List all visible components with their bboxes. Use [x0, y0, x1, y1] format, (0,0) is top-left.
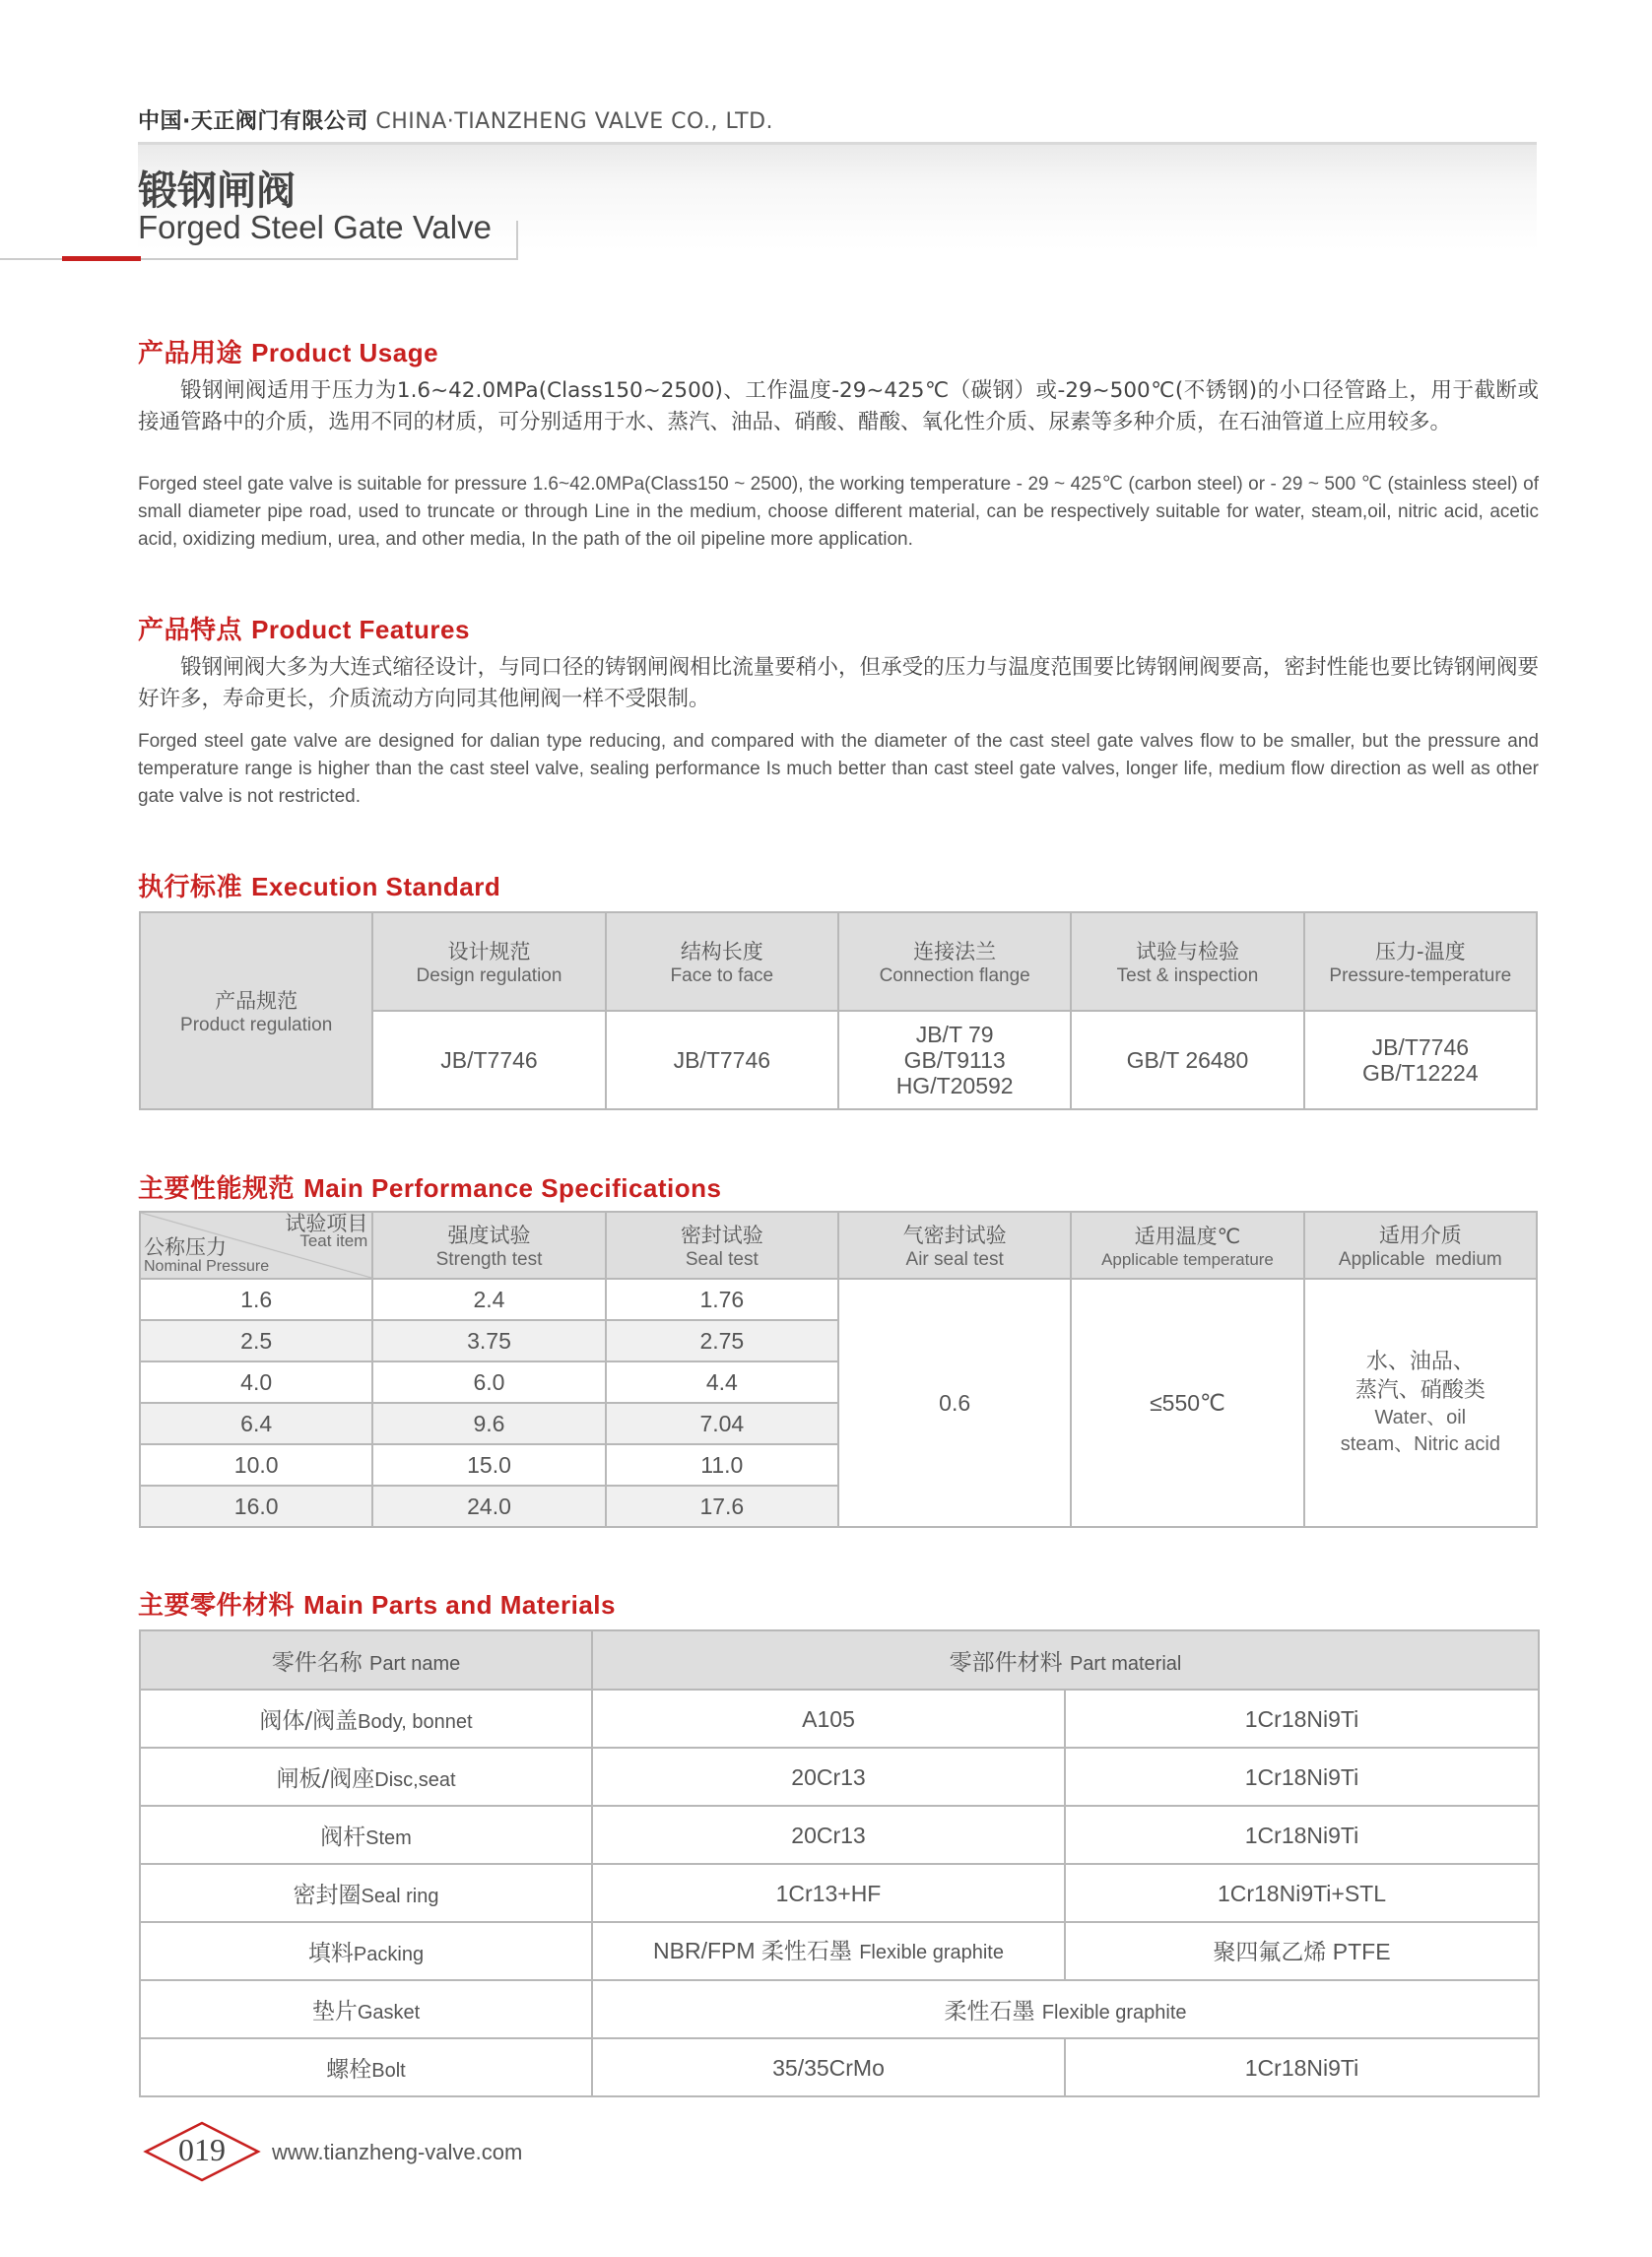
performance-header-cn: 强度试验 — [447, 1224, 531, 1247]
usage-heading-en: Product Usage — [251, 338, 439, 367]
standard-header-pt — [1304, 912, 1537, 1011]
part-name-cn: 闸板/阀座 — [276, 1766, 375, 1792]
footer-url[interactable]: www.tianzheng-valve.com — [272, 2140, 523, 2164]
table-row — [140, 2038, 1539, 2096]
medium-cn-line: 水、油品、 — [1365, 1350, 1475, 1374]
standard-table — [139, 911, 1538, 1110]
nominal-pressure-cell: 16.0 — [140, 1486, 372, 1527]
seal-test-cell: 4.4 — [606, 1361, 838, 1403]
material-cn: 柔性石墨 — [944, 1999, 1035, 2025]
standard-value-line: JB/T 79 — [915, 1022, 994, 1047]
standard-row-label-cn: 产品规范 — [215, 989, 298, 1013]
nominal-pressure-cell: 2.5 — [140, 1320, 372, 1361]
material-cell: 聚四氟乙烯 PTFE — [1065, 1922, 1539, 1980]
performance-header-air-seal — [838, 1212, 1071, 1279]
standard-header-en: Face to face — [670, 965, 774, 986]
performance-heading-en: Main Performance Specifications — [303, 1173, 722, 1203]
part-name-cell — [140, 1748, 592, 1806]
standard-value-face: JB/T7746 — [606, 1011, 838, 1109]
standard-value-line: GB/T12224 — [1362, 1060, 1479, 1086]
applicable-medium-cell — [1304, 1279, 1537, 1527]
standard-header-face — [606, 912, 838, 1011]
corner-bottom-cn: 公称压力 — [144, 1235, 227, 1259]
features-text-en: Forged steel gate valve are designed for dalian type reducing, and compared with the diameter of the cast steel gate valves flow to be smaller, but the pressure and temperature range is higher than the cast steel valve, sealing performance Is much better than cast steel gate valves, longer life, medium flow direction as well as other gate valve is not restricted. — [138, 731, 1539, 807]
medium-cn-line: 蒸汽、硝酸类 — [1355, 1378, 1486, 1403]
material-cell: A105 — [592, 1690, 1065, 1748]
applicable-temperature-cell: ≤550℃ — [1071, 1279, 1303, 1527]
strength-test-cell: 3.75 — [372, 1320, 605, 1361]
corner-bottom-en: Nominal Pressure — [144, 1258, 270, 1275]
features-heading-cn: 产品特点 — [138, 615, 243, 644]
standard-value-line: HG/T20592 — [895, 1073, 1014, 1098]
page-title-en: Forged Steel Gate Valve — [138, 209, 492, 245]
seal-test-cell: 17.6 — [606, 1486, 838, 1527]
performance-header-en: Applicable medium — [1338, 1249, 1502, 1270]
table-row — [140, 1922, 1539, 1980]
materials-heading — [138, 1585, 616, 1622]
company-name-cn: 中国·天正阀门有限公司 — [138, 109, 368, 134]
performance-header-strength — [372, 1212, 605, 1279]
page-number: 019 — [178, 2132, 226, 2167]
seal-test-cell: 1.76 — [606, 1279, 838, 1320]
standard-header-flange — [838, 912, 1071, 1011]
standard-header-design — [372, 912, 605, 1011]
standard-header-en: Connection flange — [879, 965, 1030, 986]
standard-header-cn: 连接法兰 — [913, 940, 997, 963]
material-cell: 35/35CrMo — [592, 2038, 1065, 2096]
table-row — [140, 1806, 1539, 1864]
medium-en-line: steam、Nitric acid — [1340, 1433, 1500, 1455]
usage-heading — [138, 333, 438, 369]
header-part-en: Part name — [369, 1652, 461, 1675]
part-name-cell — [140, 1690, 592, 1748]
material-cell: 20Cr13 — [592, 1806, 1065, 1864]
materials-header-material — [592, 1630, 1539, 1690]
part-name-cell — [140, 1864, 592, 1922]
part-name-cn: 垫片 — [311, 1999, 358, 2025]
material-en: Flexible graphite — [1041, 2002, 1187, 2024]
part-name-cell — [140, 1806, 592, 1864]
material-cell: 1Cr18Ni9Ti — [1065, 1806, 1539, 1864]
standard-header-en: Pressure-temperature — [1329, 965, 1512, 986]
part-name-en: Stem — [365, 1827, 412, 1849]
materials-header-part — [140, 1630, 592, 1690]
part-name-en: Seal ring — [361, 1886, 439, 1907]
standard-value-flange — [838, 1011, 1071, 1109]
part-name-en: Gasket — [357, 2002, 421, 2024]
materials-heading-cn: 主要零件材料 — [138, 1590, 296, 1620]
strength-test-cell: 2.4 — [372, 1279, 605, 1320]
corner-bottom — [144, 1237, 269, 1277]
part-name-en: Bolt — [371, 2060, 406, 2082]
standard-header-cn: 压力-温度 — [1375, 940, 1466, 963]
table-row — [140, 1748, 1539, 1806]
material-cell-merged — [592, 1980, 1539, 2038]
material-cell — [592, 1922, 1065, 1980]
corner-top — [285, 1212, 368, 1250]
standard-row-label-en: Product regulation — [180, 1015, 333, 1035]
performance-heading — [138, 1168, 721, 1205]
strength-test-cell: 15.0 — [372, 1444, 605, 1486]
seal-test-cell: 7.04 — [606, 1403, 838, 1444]
table-row — [140, 1279, 1537, 1320]
material-cn: NBR/FPM 柔性石墨 — [653, 1938, 852, 1963]
part-name-cell — [140, 1980, 592, 2038]
nominal-pressure-cell: 1.6 — [140, 1279, 372, 1320]
part-name-cell — [140, 2038, 592, 2096]
standard-header-cn: 设计规范 — [447, 940, 531, 963]
standard-heading-en: Execution Standard — [251, 872, 501, 901]
features-heading-en: Product Features — [251, 615, 470, 644]
corner-top-cn: 试验项目 — [285, 1212, 368, 1235]
header-part-cn: 零件名称 — [271, 1649, 363, 1676]
part-name-cn: 阀体/阀盖 — [259, 1708, 359, 1734]
performance-header-en: Air seal test — [905, 1249, 1004, 1270]
features-text-cn: 锻钢闸阀大多为大连式缩径设计，与同口径的铸钢闸阀相比流量要稍小，但承受的压力与温度范围要比铸钢闸阀要高，密封性能也要比铸钢闸阀要好许多，寿命更长，介质流动方向同其他闸阀一样不受限制。 — [138, 655, 1539, 711]
part-name-en: Disc,seat — [374, 1769, 456, 1791]
standard-value-pt — [1304, 1011, 1537, 1109]
material-cell: 1Cr13+HF — [592, 1864, 1065, 1922]
seal-test-cell: 11.0 — [606, 1444, 838, 1486]
part-name-en: Body, bonnet — [358, 1711, 473, 1733]
material-cell: 1Cr18Ni9Ti — [1065, 1748, 1539, 1806]
table-row — [140, 1980, 1539, 2038]
standard-header-test — [1071, 912, 1303, 1011]
features-heading — [138, 610, 470, 646]
performance-table — [139, 1211, 1538, 1528]
strength-test-cell: 9.6 — [372, 1403, 605, 1444]
performance-header-en: Seal test — [685, 1249, 759, 1270]
standard-header-en: Test & inspection — [1116, 965, 1259, 986]
performance-heading-cn: 主要性能规范 — [138, 1173, 296, 1203]
header-material-cn: 零部件材料 — [949, 1649, 1063, 1676]
nominal-pressure-cell: 4.0 — [140, 1361, 372, 1403]
header-material-en: Part material — [1069, 1652, 1182, 1675]
company-name — [138, 104, 773, 135]
title-band-line — [138, 142, 1537, 145]
material-cell: 1Cr18Ni9Ti — [1065, 2038, 1539, 2096]
table-row — [140, 1864, 1539, 1922]
table-row — [140, 1690, 1539, 1748]
part-name-cell — [140, 1922, 592, 1980]
performance-header-seal — [606, 1212, 838, 1279]
materials-heading-en: Main Parts and Materials — [303, 1590, 616, 1620]
performance-header-cn: 适用介质 — [1378, 1224, 1462, 1247]
standard-heading-cn: 执行标准 — [138, 872, 243, 901]
company-name-en: CHINA·TIANZHENG VALVE CO., LTD. — [375, 109, 774, 134]
title-accent-bar — [62, 256, 141, 261]
performance-header-cn: 密封试验 — [680, 1224, 763, 1247]
strength-test-cell: 6.0 — [372, 1361, 605, 1403]
performance-header-medium — [1304, 1212, 1537, 1279]
nominal-pressure-cell: 10.0 — [140, 1444, 372, 1486]
performance-header-en: Applicable temperature — [1101, 1250, 1274, 1269]
medium-en-line: Water、oil — [1374, 1407, 1467, 1428]
performance-corner-cell — [140, 1212, 372, 1279]
material-en: Flexible graphite — [859, 1942, 1004, 1963]
standard-value-line: GB/T9113 — [903, 1047, 1006, 1073]
performance-header-cn: 适用温度℃ — [1134, 1225, 1241, 1248]
standard-value-test: GB/T 26480 — [1071, 1011, 1303, 1109]
seal-test-cell: 2.75 — [606, 1320, 838, 1361]
usage-heading-cn: 产品用途 — [138, 338, 243, 367]
standard-row-label — [140, 912, 372, 1109]
standard-header-cn: 试验与检验 — [1135, 940, 1239, 963]
nominal-pressure-cell: 6.4 — [140, 1403, 372, 1444]
air-seal-test-cell: 0.6 — [838, 1279, 1071, 1527]
material-cell: 1Cr18Ni9Ti+STL — [1065, 1864, 1539, 1922]
material-cell: 20Cr13 — [592, 1748, 1065, 1806]
corner-top-en: Teat item — [299, 1231, 368, 1250]
standard-heading — [138, 867, 500, 903]
materials-table — [139, 1629, 1540, 2097]
part-name-cn: 填料 — [307, 1941, 354, 1966]
part-name-cn: 密封圈 — [293, 1883, 362, 1908]
part-name-cn: 螺栓 — [326, 2057, 372, 2083]
standard-header-cn: 结构长度 — [680, 940, 763, 963]
standard-value-line: JB/T7746 — [1371, 1034, 1470, 1060]
standard-value-design: JB/T7746 — [372, 1011, 605, 1109]
page-title-cn: 锻钢闸阀 — [138, 168, 296, 214]
standard-header-en: Design regulation — [416, 965, 562, 986]
strength-test-cell: 24.0 — [372, 1486, 605, 1527]
performance-corner — [141, 1213, 371, 1278]
performance-header-en: Strength test — [435, 1249, 543, 1270]
part-name-en: Packing — [353, 1944, 425, 1965]
part-name-cn: 阀杆 — [320, 1825, 366, 1850]
performance-header-temperature — [1071, 1212, 1303, 1279]
usage-text-en: Forged steel gate valve is suitable for pressure 1.6~42.0MPa(Class150 ~ 2500), the working temperature - 29 ~ 425℃ (carbon steel) or - 29 ~ 500 ℃ (stainless steel) of small diameter pipe road, used to truncate or through Line in the medium, choose different material, can be respectively suitable for water, steam,oil, nitric acid, acetic acid, oxidizing medium, urea, and other media, In the path of the oil pipeline more application. — [138, 474, 1540, 550]
material-cell: 1Cr18Ni9Ti — [1065, 1690, 1539, 1748]
usage-text-cn: 锻钢闸阀适用于压力为1.6~42.0MPa(Class150~2500)、工作温度-29~425℃（碳钢）或-29~500℃(不锈钢)的小口径管路上，用于截断或接通管路中的介质，选用不同的材质，可分别适用于水、蒸汽、油品、硝酸、醋酸、氧化性介质、尿素等多种介质，在石油管道上应用较多。 — [138, 378, 1539, 434]
performance-header-cn: 气密封试验 — [902, 1224, 1007, 1247]
